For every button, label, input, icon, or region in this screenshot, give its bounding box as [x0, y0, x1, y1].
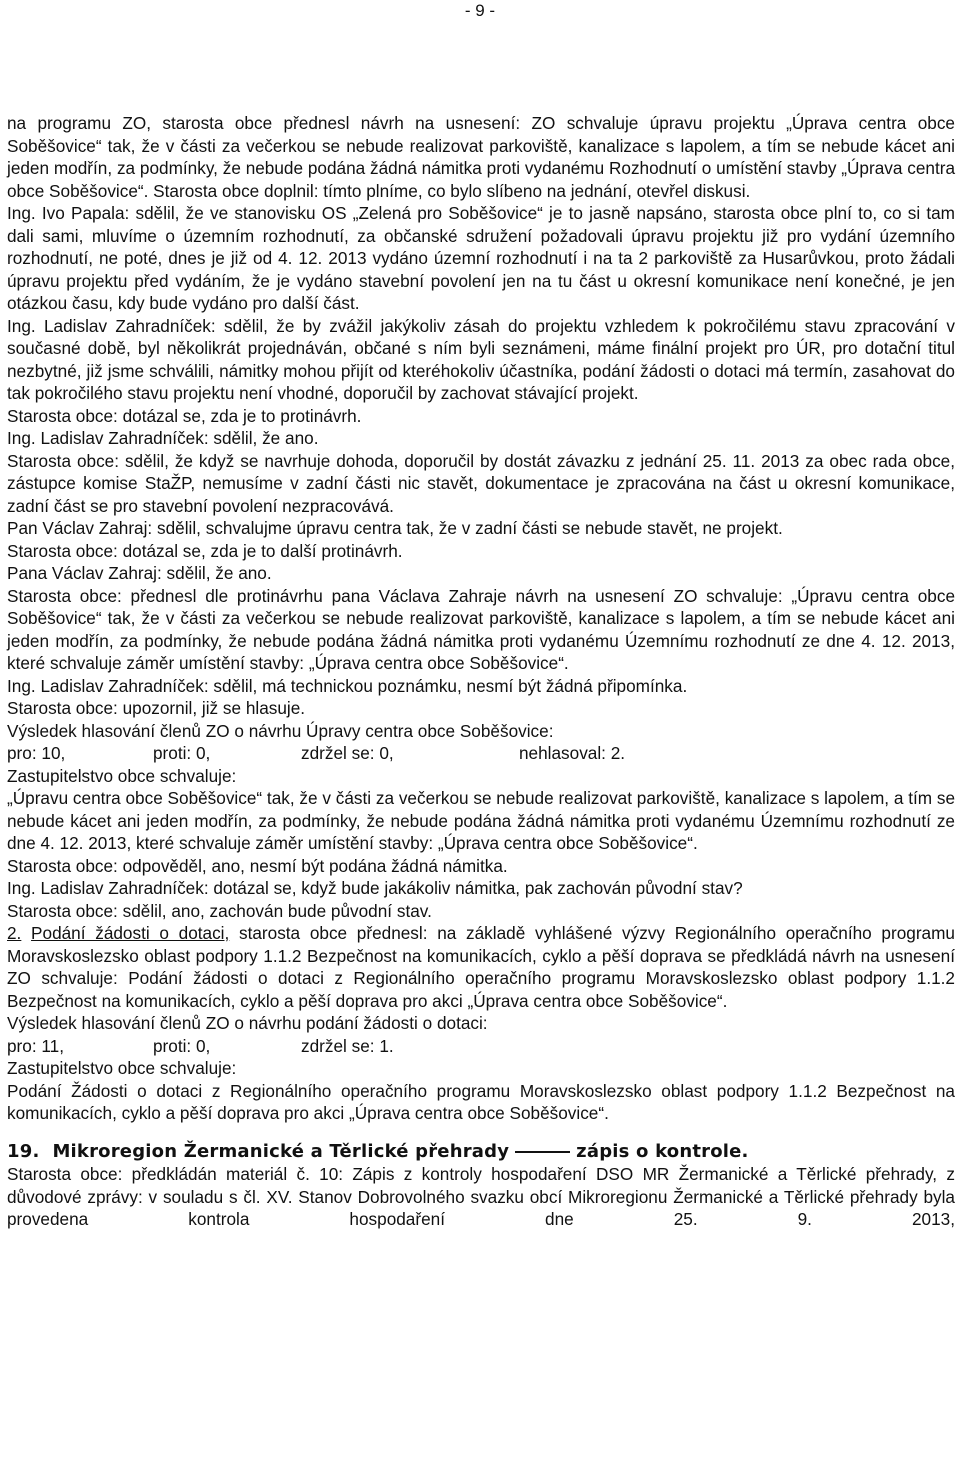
- paragraph: Pan Václav Zahraj: sdělil, schvalujme úpravu centra tak, že v zadní části se nebude stavět, ne projekt.: [7, 518, 783, 538]
- vote-zdrzel: zdržel se: 1.: [301, 1035, 394, 1056]
- paragraph: Výsledek hlasování členů ZO o návrhu Úpravy centra obce Soběšovice:: [7, 720, 554, 741]
- vote-zdrzel: zdržel se: 0,: [301, 743, 394, 763]
- agenda-item-title: Podání žádosti o dotaci,: [31, 923, 230, 943]
- paragraph: na programu ZO, starosta obce přednesl návrh na usnesení: ZO schvaluje úpravu projektu „Úprava centra obce Soběšovice“ tak, že v části za večerkou se nebude realizovat parkoviště, kanalizace s lapolem, a tím se nebude kácet ani jeden modřín, za podmínky, že nebude podána žádná námitka proti vydanému Rozhodnutí o umístění stavby „Úprava centra obce Soběšovice“. Starosta obce doplnil: tímto plníme, co bylo slíbeno na jednání, otevřel diskusi.: [7, 113, 955, 201]
- section-title-tail: zápis o kontrole.: [576, 1140, 749, 1162]
- vote-result-row: [7, 742, 955, 765]
- paragraph: Pana Václav Zahraj: sdělil, že ano.: [7, 563, 272, 583]
- page-number: - 9 -: [464, 1, 496, 20]
- paragraph: Starosta obce: odpověděl, ano, nesmí být podána žádná námitka.: [7, 855, 508, 876]
- paragraph: Ing. Ladislav Zahradníček: dotázal se, když bude jakákoliv námitka, pak zachován původní stav?: [7, 878, 743, 898]
- section-title: Mikroregion Žermanické a Těrlické přehrady: [52, 1140, 510, 1162]
- paragraph: Zastupitelstvo obce schvaluje:: [7, 1058, 237, 1078]
- vote-proti: proti: 0,: [153, 743, 211, 763]
- vote-pro: pro: 10,: [7, 743, 66, 763]
- paragraph: Ing. Ladislav Zahradníček: sdělil, že by zvážil jakýkoliv zásah do projektu vzhledem k pokročilému stavu zpracování v současné době, byl několikrát projednáván, občané s ním byli seznámeni, máme finální projekt pro ÚR, pro dotační titul nezbytné, již jsme schválili, námitky mohou přijít od kteréhokoliv účastníka, podání žádosti o dotaci má termín, zasahovat do tak pokročilého stavu projektu není vhodné, doporučil by zachovat stávající projekt.: [7, 315, 955, 403]
- vote-proti: proti: 0,: [153, 1035, 211, 1056]
- paragraph: Zastupitelstvo obce schvaluje:: [7, 765, 237, 786]
- paragraph: Starosta obce: sdělil, ano, zachován bude původní stav.: [7, 900, 432, 921]
- paragraph: Ing. Ladislav Zahradníček: sdělil, má technickou poznámku, nesmí být žádná připomínka.: [7, 675, 688, 696]
- paragraph: Podání Žádosti o dotaci z Regionálního operačního programu Moravskoslezsko oblast podpory 1.1.2 Bezpečnost na komunikacích, cyklo a pěší doprava pro akci „Úprava centra obce Soběšovice“.: [7, 1080, 955, 1123]
- dash-divider: [515, 1151, 570, 1153]
- paragraph: Starosta obce: sdělil, že když se navrhuje dohoda, doporučil by dostát závazku z jednání 25. 11. 2013 za obec rada obce, zástupce komise StaŽP, nemusíme v zadní části nic stavět, dokumentace je zpracována na část u okresní komunikace, zadní část se pro stavební povolení nezpracovává.: [7, 450, 955, 516]
- paragraph: Starosta obce: předkládán materiál č. 10: Zápis z kontroly hospodaření DSO MR Žermanické a Těrlické přehrady, z důvodové zprávy: v souladu s čl. XV. Stanov Dobrovolného svazku obcí Mikroregionu Žermanické a Těrlické přehrady byla provedena kontrola hospodaření dne 25. 9. 2013,: [7, 1164, 955, 1229]
- agenda-item-text: starosta obce přednesl: na základě vyhlášené výzvy Regionálního operačního programu Moravskoslezsko oblast podpory 1.1.2 Bezpečnost na komunikacích, cyklo a pěší doprava se předkládá návrh na usnesení ZO schvaluje: Podání žádosti o dotaci z Regionálního operačního programu Moravskoslezsko oblast podpory 1.1.2 Bezpečnost na komunikacích, cyklo a pěší doprava pro akci „Úprava centra obce Soběšovice“.: [7, 923, 955, 1011]
- agenda-item-number: 2.: [7, 923, 22, 943]
- paragraph: Ing. Ivo Papala: sdělil, že ve stanovisku OS „Zelená pro Soběšovice“ je to jasně napsáno, starosta obce plní to, co si tam dali sami, mluvíme o územním rozhodnutí, za občanské sdružení požadovali úpravu projektu již pro vydání územního rozhodnutí, ne poté, dnes je již od 4. 12. 2013 vydáno územní rozhodnutí i na ta 2 parkoviště za Husarůvkou, proto žádali úpravu projektu před vydáním, že je vydáno stavební povolení jen na tu část u okresní komunikace není konečné, je jen otázkou času, kdy bude vydáno pro další část.: [7, 203, 955, 313]
- paragraph: Starosta obce: přednesl dle protinávrhu pana Václava Zahraje návrh na usnesení ZO schvaluje: „Úpravu centra obce Soběšovice“ tak, že v části za večerkou se nebude realizovat parkoviště, kanalizace s lapolem, a tím se nebude kácet ani jeden modřín, za podmínky, že nebude podána žádná námitka proti vydanému Územnímu rozhodnutí ze dne 4. 12. 2013, které schvaluje záměr umístění stavby: „Úprava centra obce Soběšovice“.: [7, 585, 955, 673]
- paragraph: Ing. Ladislav Zahradníček: sdělil, že ano.: [7, 428, 319, 448]
- vote-nehlasoval: nehlasoval: 2.: [519, 743, 626, 763]
- paragraph: „Úpravu centra obce Soběšovice“ tak, že v části za večerkou se nebude realizovat parkoviště, kanalizace s lapolem, a tím se nebude kácet ani jeden modřín, za podmínky, že nebude podána žádná námitka proti vydanému Územnímu rozhodnutí ze dne 4. 12. 2013, které schvaluje záměr umístění stavby: „Úprava centra obce Soběšovice“.: [7, 788, 955, 853]
- document-body: [7, 112, 955, 1231]
- vote-result-row: [7, 1035, 955, 1058]
- paragraph: [7, 922, 955, 1012]
- section-number: 19.: [7, 1140, 40, 1162]
- section-heading: [7, 1141, 955, 1164]
- vote-pro: pro: 11,: [7, 1035, 65, 1056]
- paragraph: Výsledek hlasování členů ZO o návrhu podání žádosti o dotaci:: [7, 1013, 488, 1033]
- paragraph: Starosta obce: dotázal se, zda je to protinávrh.: [7, 405, 362, 426]
- paragraph: Starosta obce: dotázal se, zda je to další protinávrh.: [7, 540, 403, 561]
- paragraph: Starosta obce: upozornil, již se hlasuje.: [7, 698, 306, 718]
